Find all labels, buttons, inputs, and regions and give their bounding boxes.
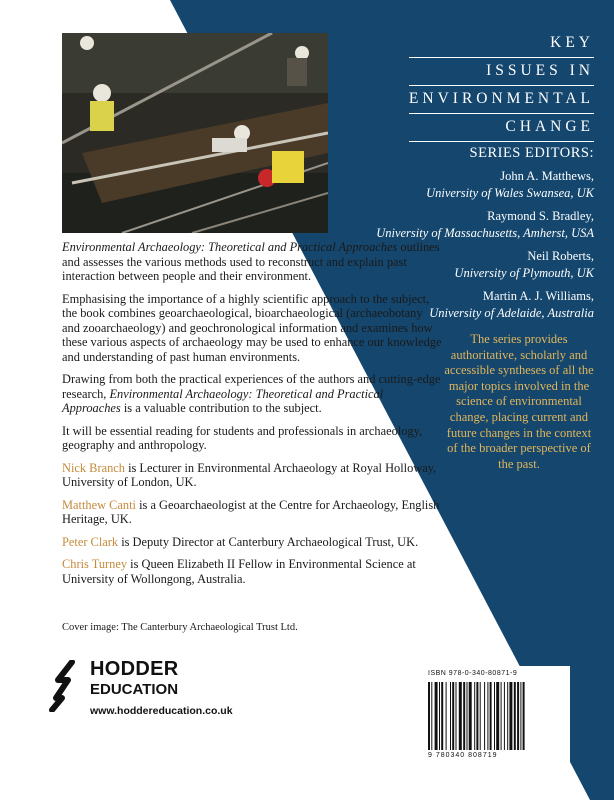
author-name: Matthew Canti bbox=[62, 497, 136, 512]
author-bio-text: is a Geoarchaeologist at the Centre for Archaeology, English Heritage, UK. bbox=[62, 497, 440, 526]
series-blurb: The series provides authoritative, scholarly and accessible syntheses of all the major topics involved in the science of environmental change, placing current and future changes in the context of the broader perspective of the past. bbox=[444, 332, 594, 471]
intro-paragraph bbox=[62, 240, 442, 284]
series-title-line: KEY bbox=[409, 30, 594, 58]
author-bio-text: is Deputy Director at Canterbury Archaeological Trust, UK. bbox=[118, 534, 419, 549]
para-text: Drawing from both the practical experiences of the authors and cutting-edge research, bbox=[62, 372, 441, 401]
series-title-line: ISSUES IN bbox=[409, 58, 594, 86]
editor-entry bbox=[376, 168, 594, 202]
author-name: Nick Branch bbox=[62, 460, 125, 475]
publisher-logo bbox=[48, 656, 308, 726]
editor-affiliation: University of Adelaide, Australia bbox=[429, 306, 594, 320]
editor-name: John A. Matthews, bbox=[500, 169, 594, 183]
series-editors-heading: SERIES EDITORS: bbox=[469, 145, 594, 161]
barcode-graphic bbox=[428, 682, 562, 750]
book-title: Environmental Archaeology: Theoretical and Practical Approaches bbox=[62, 240, 398, 254]
editor-affiliation: University of Wales Swansea, UK bbox=[426, 186, 594, 200]
cover-credit: Cover image: The Canterbury Archaeological Trust Ltd. bbox=[62, 622, 298, 633]
barcode-number: 9 780340 808719 bbox=[428, 752, 498, 759]
publisher-name: HODDER bbox=[90, 658, 179, 680]
series-title-line: ENVIRONMENTAL bbox=[409, 86, 594, 114]
editor-name: Neil Roberts, bbox=[527, 249, 594, 263]
publisher-url: www.hoddereducation.co.uk bbox=[90, 705, 233, 717]
isbn-label: ISBN 978-0-340-80871-9 bbox=[428, 670, 518, 677]
description-paragraph: Emphasising the importance of a highly scientific approach to the subject, the book combines geoarchaeological, bioarchaeological (archaeobotany and zooarchaeology) and geochronological information and examines how these various aspects of archaeology may be used to enhance our knowledge and understanding of past human environments. bbox=[62, 291, 442, 364]
description-paragraph bbox=[62, 372, 442, 416]
hodder-logo-icon bbox=[48, 660, 82, 712]
audience-paragraph: It will be essential reading for students and professionals in archaeology, geography and anthropology. bbox=[62, 423, 423, 452]
author-bio bbox=[62, 557, 442, 586]
editor-name: Martin A. J. Williams, bbox=[482, 289, 594, 303]
author-bio-text: is Queen Elizabeth II Fellow in Environmental Science at University of Wollongong, Australia. bbox=[62, 557, 416, 586]
author-name: Peter Clark bbox=[62, 534, 119, 549]
author-bio-text: is Lecturer in Environmental Archaeology at Royal Holloway, University of London, UK. bbox=[62, 460, 437, 489]
author-name: Chris Turney bbox=[62, 557, 128, 571]
editor-entry bbox=[376, 208, 594, 242]
series-title bbox=[409, 30, 594, 142]
publisher-sub: EDUCATION bbox=[90, 681, 179, 698]
author-bio bbox=[62, 498, 442, 527]
author-bio bbox=[62, 535, 442, 550]
editor-name: Raymond S. Bradley, bbox=[487, 209, 594, 223]
description-text bbox=[62, 240, 442, 594]
book-title: Environmental Archaeology: Theoretical and Practical Approaches bbox=[62, 386, 384, 415]
series-title-line: CHANGE bbox=[409, 114, 594, 142]
author-bio bbox=[62, 461, 442, 490]
editor-affiliation: University of Massachusetts, Amherst, USA bbox=[376, 226, 594, 240]
intro-text: outlines and assesses the various methods used to reconstruct and explain past interaction between people and their environment. bbox=[62, 240, 440, 283]
editor-affiliation: University of Plymouth, UK bbox=[454, 266, 594, 280]
para-text: is a valuable contribution to the subject. bbox=[120, 401, 322, 415]
cover-photo bbox=[62, 33, 328, 233]
barcode-box bbox=[420, 666, 570, 770]
